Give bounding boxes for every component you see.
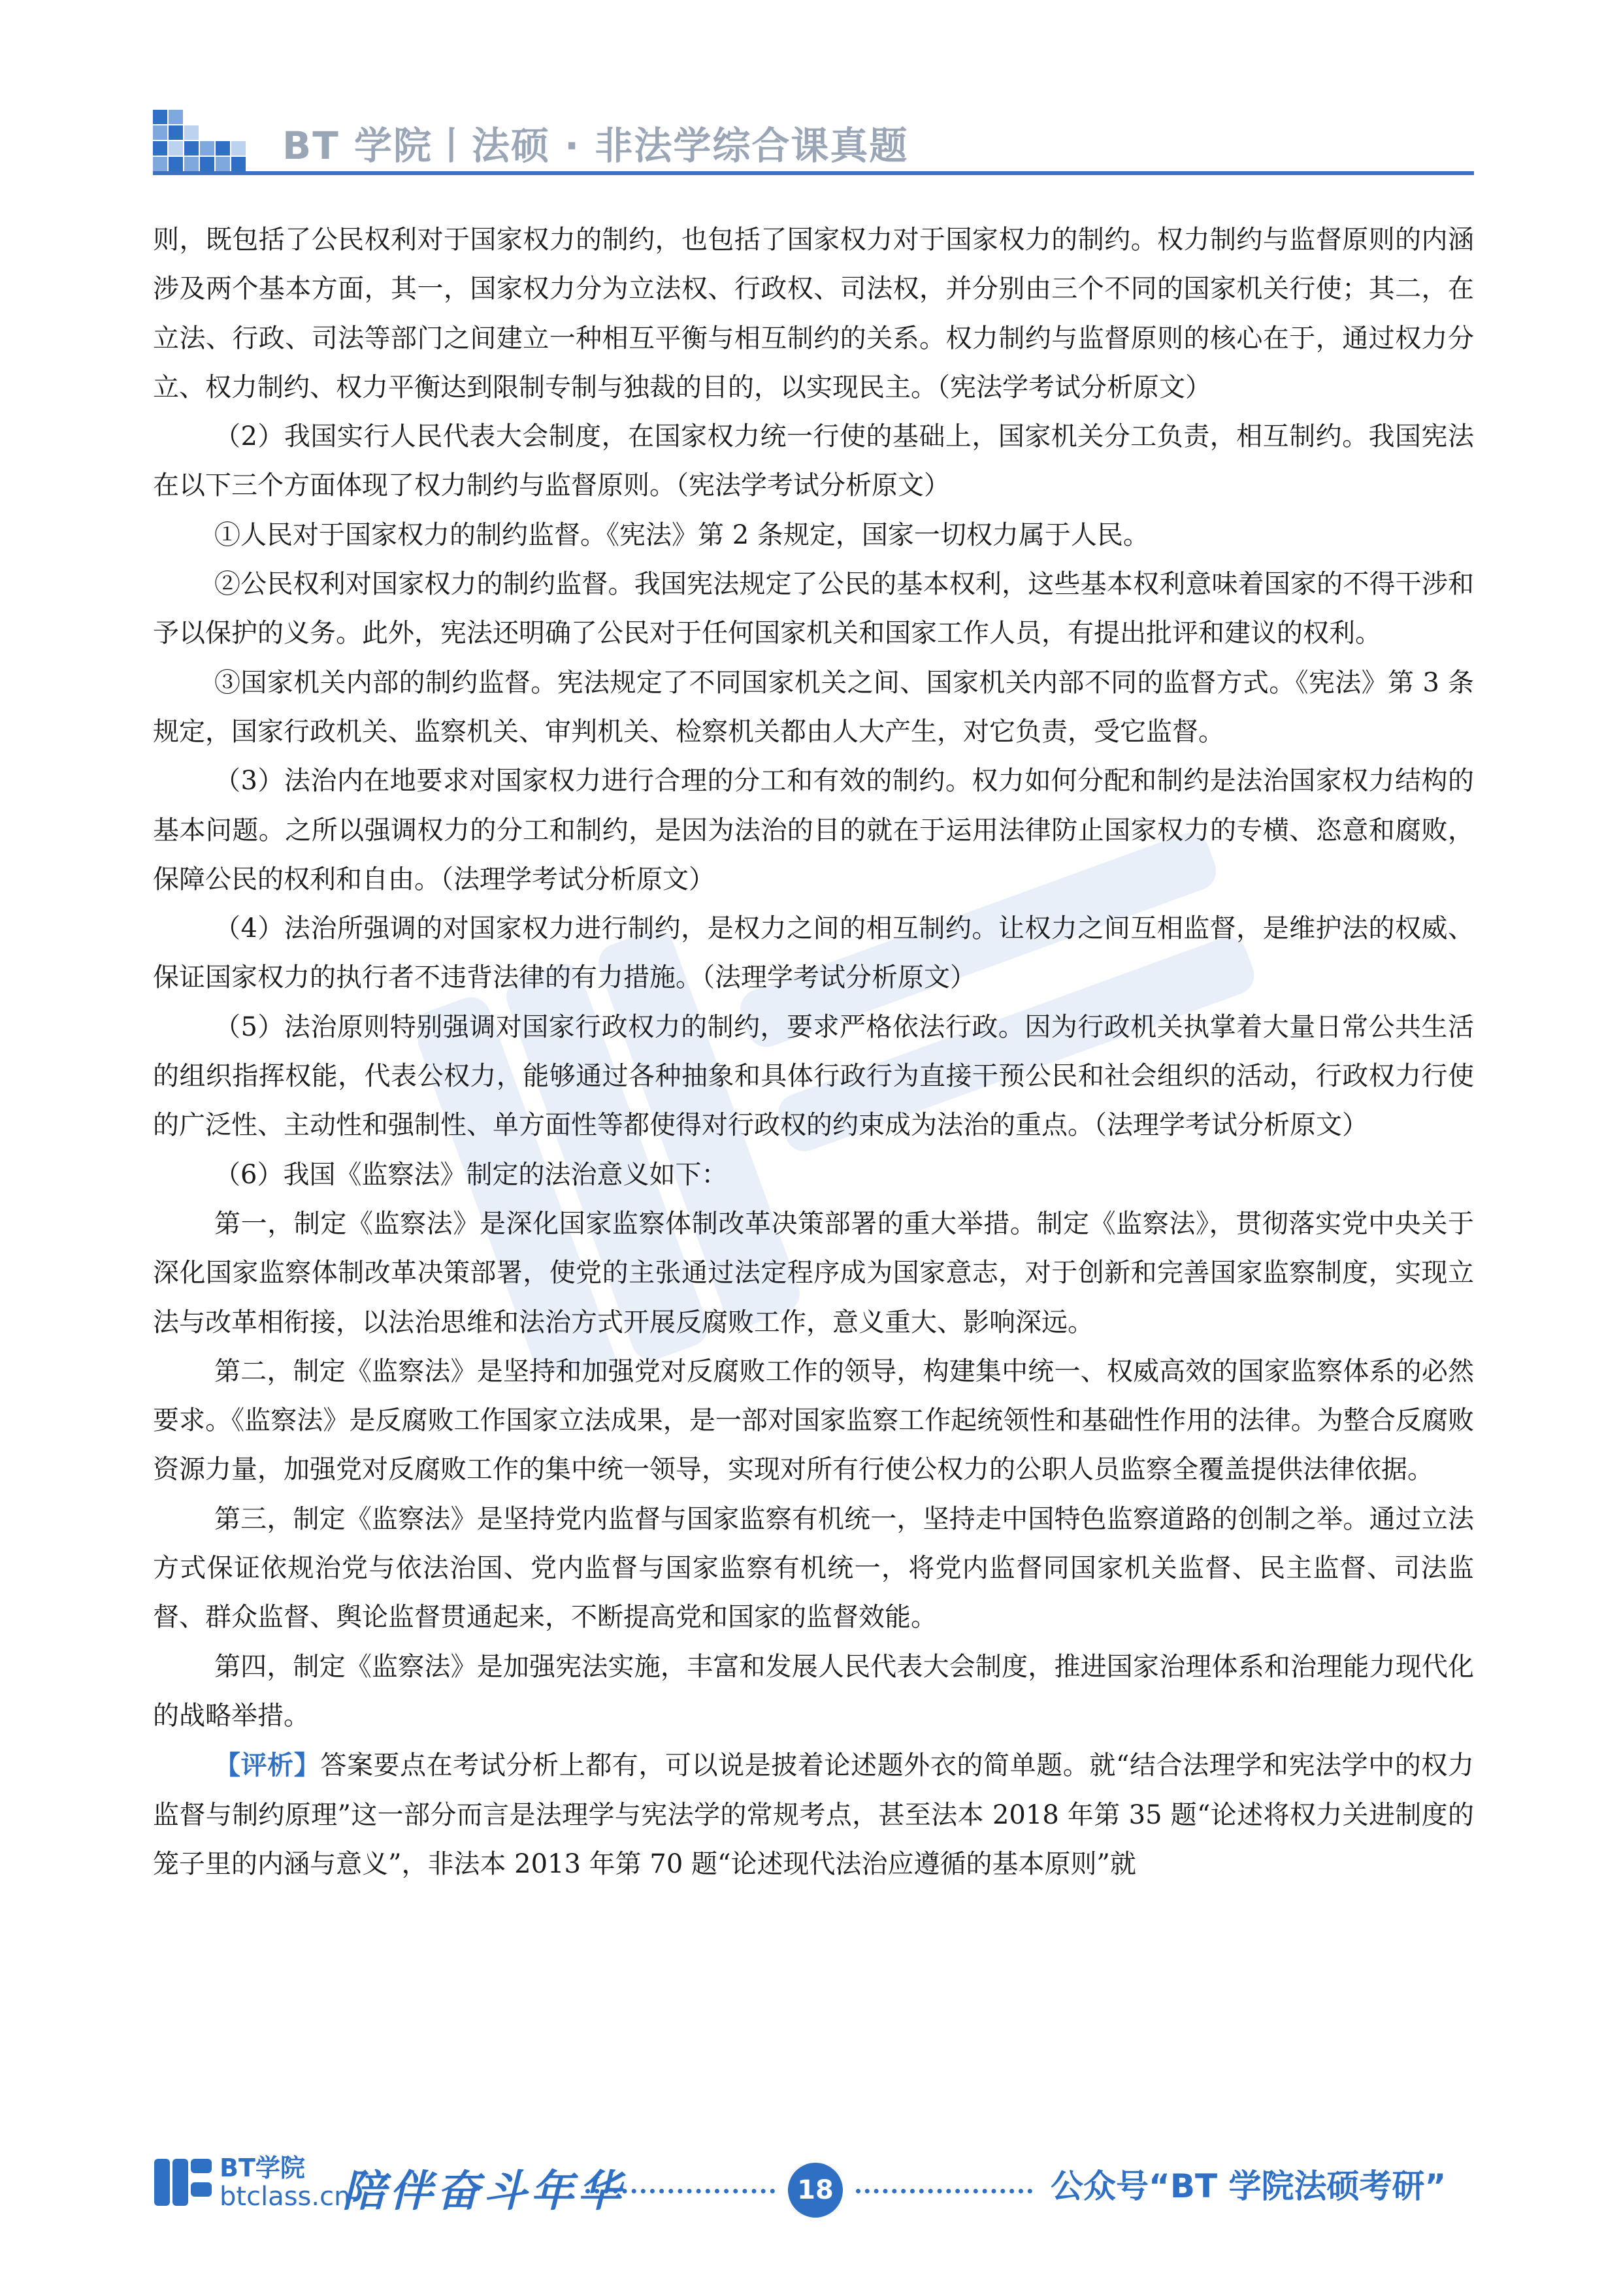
paragraph: ②公民权利对国家权力的制约监督。我国宪法规定了公民的基本权利，这些基本权利意味着国家的不得干涉和予以保护的义务。此外，宪法还明确了公民对于任何国家机关和国家工作人员，有提出批评和建议的权利。 bbox=[153, 569, 1474, 649]
comment-text: 答案要点在考试分析上都有，可以说是披着论述题外衣的简单题。就“结合法理学和宪法学中的权力监督与制约原理”这一部分而言是法理学与宪法学的常规考点，甚至法本 2018 年第 35 题“论述将权力关进制度的笼子里的内涵与意义”，非法本 2013 年第 70 题“论述现代法治应遵循的基本原则”就 bbox=[153, 1750, 1475, 1879]
paragraph: （5）法治原则特别强调对国家行政权力的制约，要求严格依法行政。因为行政机关执掌着大量日常公共生活的组织指挥权能，代表公权力，能够通过各种抽象和具体行政行为直接干预公民和社会组织的活动，行政权力行使的广泛性、主动性和强制性、单方面性等都使得对行政权的约束成为法治的重点。（法理学考试分析原文） bbox=[153, 1011, 1474, 1141]
comment-paragraph bbox=[153, 1741, 1474, 1889]
footer-brand-url: btclass.cn bbox=[220, 2182, 351, 2212]
footer-wechat: 公众号“BT 学院法硕考研” bbox=[1051, 2167, 1447, 2205]
paragraph: 第二，制定《监察法》是坚持和加强党对反腐败工作的领导，构建集中统一、权威高效的国家监察体系的必然要求。《监察法》是反腐败工作国家立法成果，是一部对国家监察工作起统领性和基础性作用的法律。为整合反腐败资源力量，加强党对反腐败工作的集中统一领导，实现对所有行使公权力的公职人员监察全覆盖提供法律依据。 bbox=[153, 1356, 1474, 1485]
paragraph: 则，既包括了公民权利对于国家权力的制约，也包括了国家权力对于国家权力的制约。权力制约与监督原则的内涵涉及两个基本方面，其一，国家权力分为立法权、行政权、司法权，并分别由三个不同的国家机关行使；其二，在立法、行政、司法等部门之间建立一种相互平衡与相互制约的关系。权力制约与监督原则的核心在于，通过权力分立、权力制约、权力平衡达到限制专制与独裁的目的，以实现民主。（宪法学考试分析原文） bbox=[153, 225, 1474, 402]
paragraph: 第三，制定《监察法》是坚持党内监督与国家监察有机统一，坚持走中国特色监察道路的创制之举。通过立法方式保证依规治党与依法治国、党内监督与国家监察有机统一，将党内监督同国家机关监督、民主监督、司法监督、群众监督、舆论监督贯通起来，不断提高党和国家的监督效能。 bbox=[153, 1503, 1474, 1633]
paragraph: 第一，制定《监察法》是深化国家监察体制改革决策部署的重大举措。制定《监察法》，贯彻落实党中央关于深化国家监察体制改革决策部署，使党的主张通过法定程序成为国家意志，对于创新和完善国家监察制度，实现立法与改革相衔接，以法治思维和法治方式开展反腐败工作，意义重大、影响深远。 bbox=[153, 1208, 1474, 1337]
header-logo-mosaic bbox=[153, 110, 257, 172]
paragraph: ③国家机关内部的制约监督。宪法规定了不同国家机关之间、国家机关内部不同的监督方式。《宪法》第 3 条规定，国家行政机关、监察机关、审判机关、检察机关都由人大产生，对它负责，受它监督。 bbox=[153, 667, 1474, 747]
paragraph: （3）法治内在地要求对国家权力进行合理的分工和有效的制约。权力如何分配和制约是法治国家权力结构的基本问题。之所以强调权力的分工和制约，是因为法治的目的就在于运用法律防止国家权力的专横、恣意和腐败，保障公民的权利和自由。（法理学考试分析原文） bbox=[153, 766, 1474, 894]
header-title: BT 学院丨法硕 · 非法学综合课真题 bbox=[282, 123, 909, 168]
document-body bbox=[153, 216, 1474, 1889]
paragraph: （2）我国实行人民代表大会制度，在国家权力统一行使的基础上，国家机关分工负责，相互制约。我国宪法在以下三个方面体现了权力制约与监督原则。（宪法学考试分析原文） bbox=[153, 421, 1474, 501]
footer-slogan: 陪伴奋斗年华 bbox=[342, 2165, 625, 2216]
page-number: 18 bbox=[788, 2163, 843, 2218]
paragraph: ①人民对于国家权力的制约监督。《宪法》第 2 条规定，国家一切权力属于人民。 bbox=[214, 519, 1149, 550]
header-divider bbox=[153, 171, 1474, 175]
brand-logo-icon bbox=[153, 2156, 213, 2208]
footer-dots-left bbox=[585, 2189, 775, 2193]
comment-tag: 【评析】 bbox=[214, 1750, 321, 1781]
footer-brand bbox=[220, 2154, 350, 2211]
footer-dots-right bbox=[856, 2189, 1032, 2193]
paragraph: 第四，制定《监察法》是加强宪法实施，丰富和发展人民代表大会制度，推进国家治理体系和治理能力现代化的战略举措。 bbox=[153, 1651, 1474, 1731]
paragraph: （4）法治所强调的对国家权力进行制约，是权力之间的相互制约。让权力之间互相监督，是维护法的权威、保证国家权力的执行者不违背法律的有力措施。（法理学考试分析原文） bbox=[153, 913, 1474, 993]
paragraph: （6）我国《监察法》制定的法治意义如下： bbox=[214, 1159, 728, 1190]
footer-brand-name: BT学院 bbox=[220, 2154, 305, 2182]
